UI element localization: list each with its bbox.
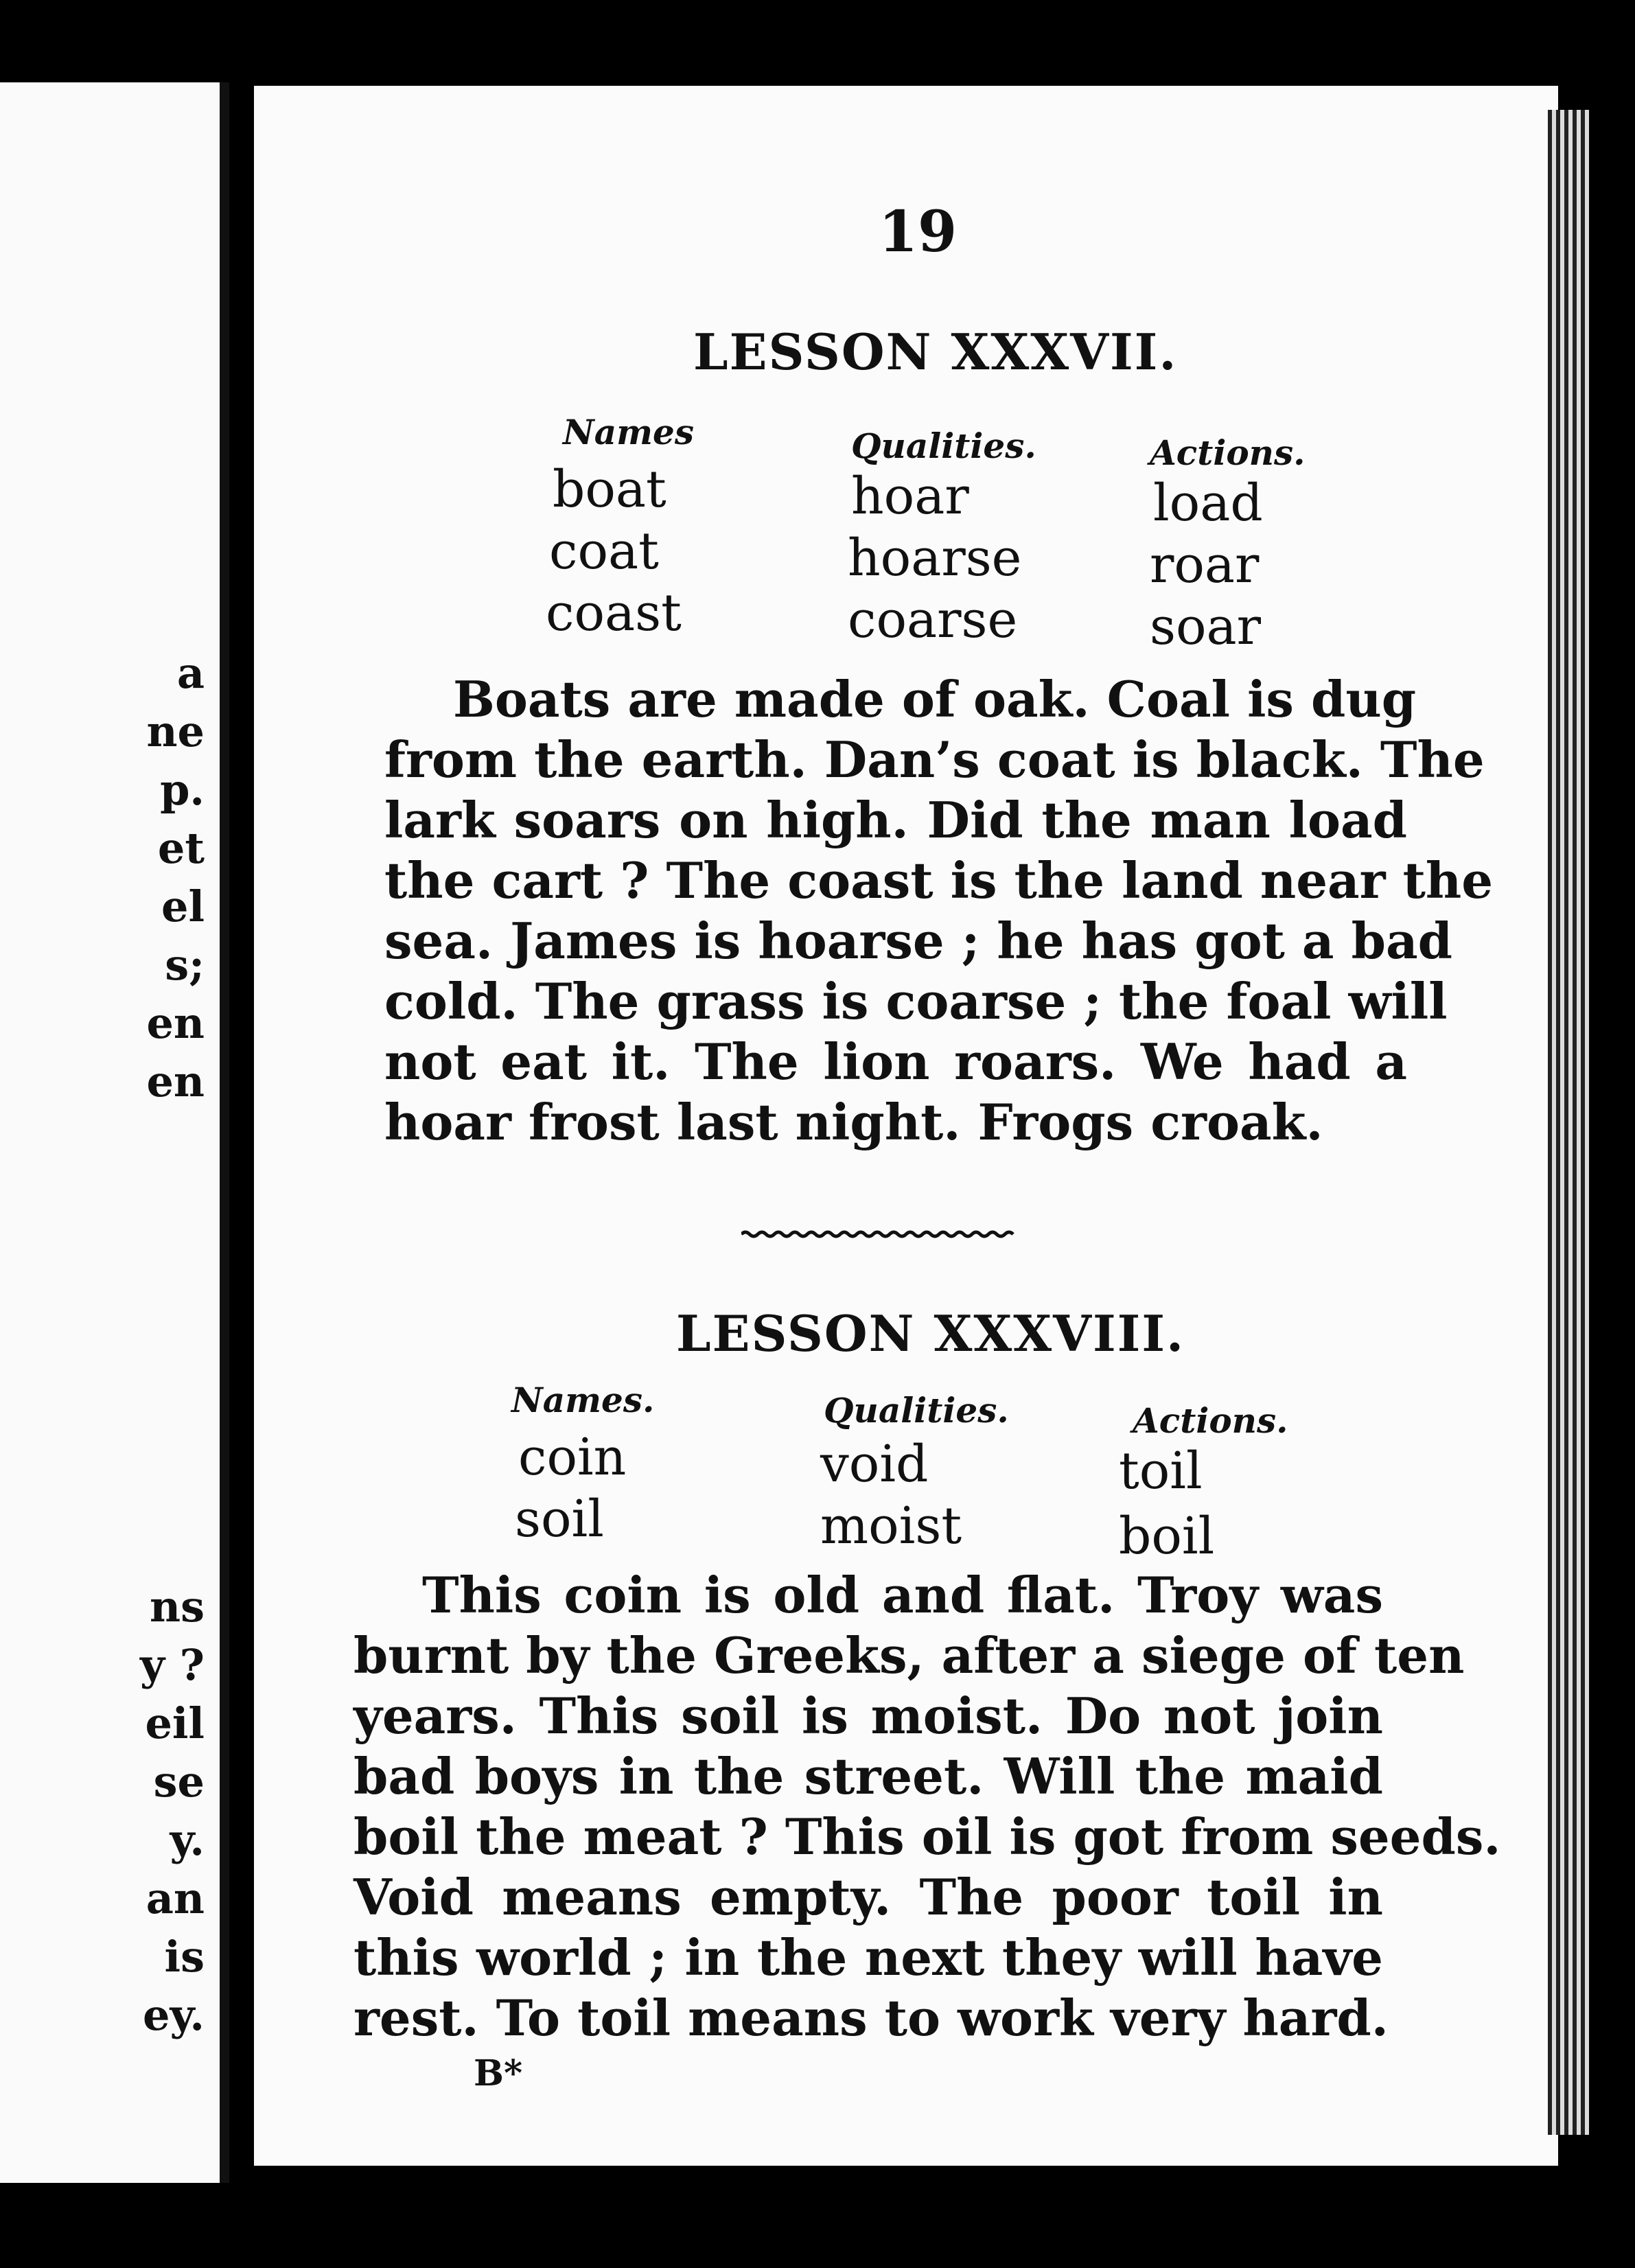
column-heading-qualities: Qualities. <box>851 426 1036 466</box>
column-heading-names: Names <box>563 412 694 452</box>
paragraph-line: from the earth. Dan’s coat is black. The <box>384 730 1485 789</box>
column-heading-actions: Actions. <box>1133 1400 1288 1441</box>
paragraph-line: this world ; in the next they will have <box>353 1928 1383 1987</box>
page-number: 19 <box>879 199 958 265</box>
left-fragment: p. <box>160 765 205 815</box>
paragraph-line: sea. James is hoarse ; he has got a bad <box>384 912 1452 970</box>
vocab-word: soil <box>515 1490 604 1549</box>
paragraph-line: Boats are made of oak. Coal is dug <box>453 670 1417 728</box>
lesson-paragraph <box>353 1565 1501 2048</box>
paragraph-line: burnt by the Greeks, after a siege of ten <box>353 1626 1465 1685</box>
vocab-word: load <box>1153 474 1263 533</box>
paragraph-line: not eat it. The lion roars. We had a <box>384 1032 1407 1091</box>
column-heading-names: Names. <box>511 1380 655 1420</box>
left-fragment: y ? <box>140 1640 205 1690</box>
vocab-word: void <box>820 1435 929 1494</box>
vocab-word: toil <box>1119 1442 1203 1501</box>
left-fragment: el <box>161 881 205 931</box>
lesson-paragraph <box>384 669 1494 1153</box>
left-fragment: et <box>157 823 205 873</box>
page-edges <box>1548 110 1589 2135</box>
left-fragment: an <box>146 1873 205 1923</box>
left-fragment: a <box>176 648 205 698</box>
vocab-word: hoar <box>851 467 969 526</box>
vocab-word: coat <box>549 522 659 581</box>
left-fragment: y. <box>170 1815 205 1865</box>
left-fragment: ne <box>146 706 205 756</box>
paragraph-line: years. This soil is moist. Do not join <box>353 1687 1383 1745</box>
vocab-word: roar <box>1150 535 1260 594</box>
left-fragment: eil <box>145 1698 205 1748</box>
left-fragment: s; <box>165 940 205 990</box>
paragraph-line: boil the meat ? This oil is got from seeds. <box>353 1807 1501 1866</box>
left-fragment: se <box>153 1757 205 1807</box>
paragraph-line: hoar frost last night. Frogs croak. <box>384 1093 1323 1151</box>
lesson-title: LESSON XXXVIII. <box>676 1304 1185 1363</box>
section-divider <box>741 1229 1016 1240</box>
left-fragment: en <box>146 998 205 1048</box>
left-page <box>0 82 229 2183</box>
paragraph-line: rest. To toil means to work very hard. <box>353 1989 1389 2047</box>
vocab-word: coast <box>546 583 682 643</box>
vocab-word: coarse <box>848 590 1018 649</box>
vocab-word: moist <box>820 1496 962 1555</box>
paragraph-line: bad boys in the street. Will the maid <box>353 1747 1383 1805</box>
paragraph-line: the cart ? The coast is the land near the <box>384 851 1494 910</box>
vocab-word: boil <box>1119 1507 1215 1566</box>
left-fragment: is <box>164 1932 205 1982</box>
left-fragment: ns <box>150 1582 205 1632</box>
paragraph-line: cold. The grass is coarse ; the foal will <box>384 972 1448 1030</box>
vocab-word: soar <box>1150 597 1262 656</box>
paragraph-line: This coin is old and flat. Troy was <box>422 1566 1383 1624</box>
paragraph-line: Void means empty. The poor toil in <box>353 1868 1383 1926</box>
left-fragment: ey. <box>143 1990 205 2040</box>
vocab-word: boat <box>553 460 666 519</box>
lesson-title: LESSON XXXVII. <box>693 323 1178 381</box>
left-fragment: en <box>146 1056 205 1107</box>
column-heading-qualities: Qualities. <box>824 1390 1009 1431</box>
paragraph-line: lark soars on high. Did the man load <box>384 791 1407 849</box>
vocab-word: hoarse <box>848 529 1022 588</box>
printer-signature-mark: B* <box>474 2052 523 2094</box>
column-heading-actions: Actions. <box>1150 432 1306 473</box>
vocab-word: coin <box>518 1428 627 1487</box>
